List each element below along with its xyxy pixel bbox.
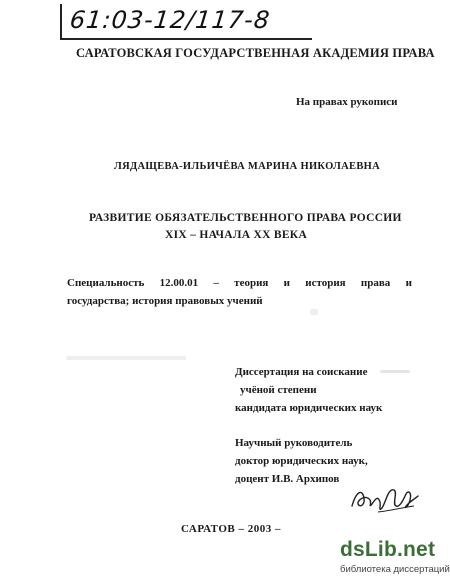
specialty-word: и (283, 277, 290, 289)
supervisor-line-2: доктор юридических наук, (235, 455, 368, 467)
specialty-word: Специальность (67, 277, 145, 289)
dissertation-line-2: учёной степени (240, 384, 317, 396)
catalog-code: 61:03-12/117-8 (68, 6, 272, 34)
specialty-word: теория (234, 277, 269, 289)
dissertation-line-3: кандидата юридических наук (235, 402, 383, 414)
specialty-word: 12.00.01 (159, 277, 199, 289)
rights-note: На правах рукописи (296, 96, 398, 108)
scan-smudge (310, 309, 318, 315)
thesis-title-line-1: РАЗВИТИЕ ОБЯЗАТЕЛЬСТВЕННОГО ПРАВА РОССИИ (89, 212, 402, 224)
watermark-caption: библиотека диссертаций (340, 564, 450, 575)
thesis-title-line-2: XIX – НАЧАЛА XX ВЕКА (165, 229, 308, 241)
supervisor-line-1: Научный руководитель (235, 437, 353, 449)
dissertation-line-1: Диссертация на соискание (235, 366, 368, 378)
specialty-line-2: государства; история правовых учений (67, 295, 263, 307)
scan-smudge (66, 356, 186, 360)
scan-smudge (380, 370, 410, 373)
city-year: САРАТОВ – 2003 – (181, 523, 281, 535)
specialty-line-1 (67, 277, 412, 289)
specialty-word: история (305, 277, 346, 289)
specialty-word: и (405, 277, 412, 289)
watermark-logo: dsLib.net (340, 538, 436, 561)
specialty-word: права (360, 277, 391, 289)
organization-name: САРАТОВСКАЯ ГОСУДАРСТВЕННАЯ АКАДЕМИЯ ПРАВА (76, 46, 435, 60)
specialty-word: – (213, 277, 219, 289)
supervisor-line-3: доцент И.В. Архипов (235, 473, 340, 485)
watermark (340, 538, 448, 580)
author-name: ЛЯДАЩЕВА-ИЛЬИЧЁВА МАРИНА НИКОЛАЕВНА (114, 161, 380, 172)
handwritten-signature (348, 478, 420, 518)
